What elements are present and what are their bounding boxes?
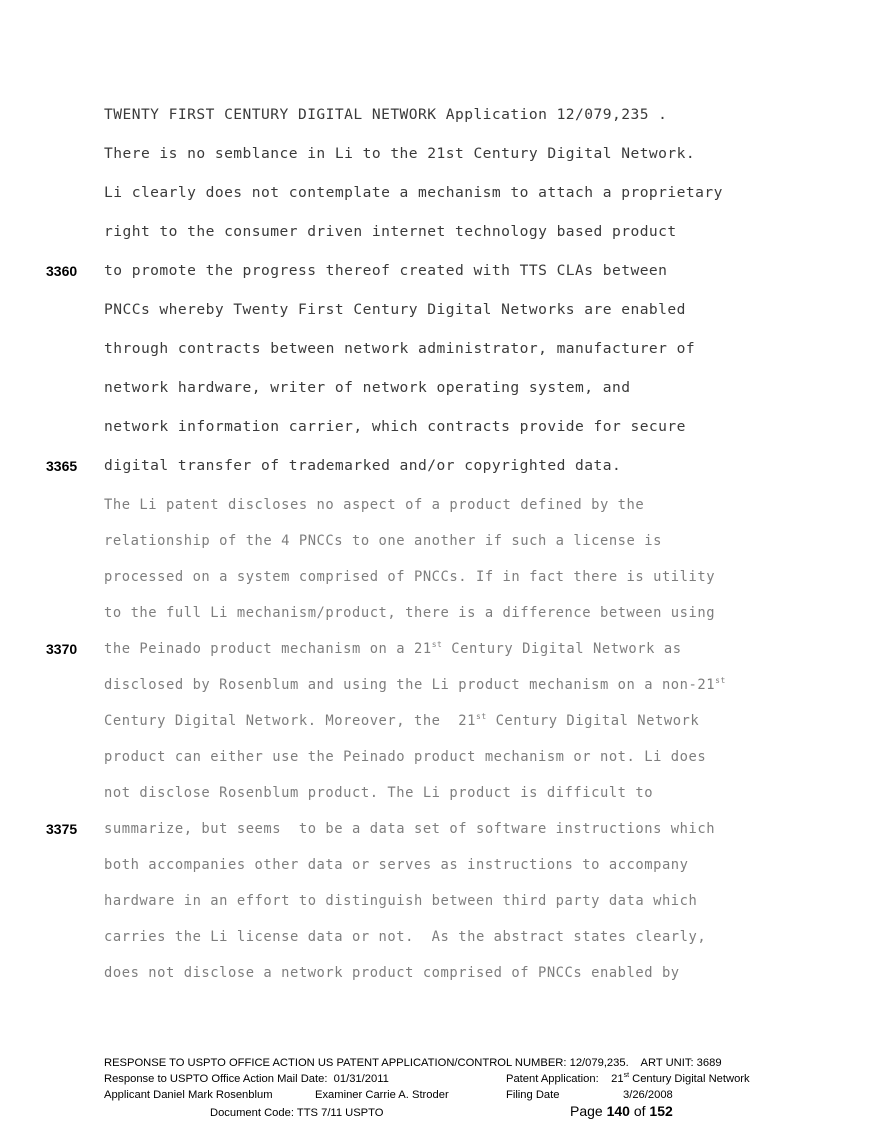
text-segment: Page (570, 1103, 607, 1119)
footer-applicant: Applicant Daniel Mark Rosenblum (104, 1089, 273, 1101)
body-line: to promote the progress thereof created with TTS CLAs between (104, 262, 668, 279)
body-line-light: carries the Li license data or not. As the abstract states clearly, (104, 929, 707, 945)
body-line: Li clearly does not contemplate a mechanism to attach a proprietary (104, 184, 723, 201)
line-number: 3375 (46, 821, 78, 837)
total-pages: 152 (649, 1103, 673, 1119)
page-number (570, 1103, 673, 1121)
body-line: PNCCs whereby Twenty First Century Digital Networks are enabled (104, 301, 686, 318)
superscript: st (431, 640, 443, 649)
body-line-light: does not disclose a network product comprised of PNCCs enabled by (104, 965, 680, 981)
superscript: st (475, 712, 487, 721)
body-line: right to the consumer driven internet technology based product (104, 223, 677, 240)
body-line-light: hardware in an effort to distinguish between third party data which (104, 893, 698, 909)
body-line-light: to the full Li mechanism/product, there is a difference between using (104, 605, 716, 621)
body-line: network information carrier, which contracts provide for secure (104, 418, 686, 435)
body-line: There is no semblance in Li to the 21st Century Digital Network. (104, 145, 696, 162)
body-line-light: product can either use the Peinado product mechanism or not. Li does (104, 749, 707, 765)
footer-examiner: Examiner Carrie A. Stroder (315, 1089, 449, 1101)
body-line-light: both accompanies other data or serves as instructions to accompany (104, 857, 689, 873)
footer-filing-date: 3/26/2008 (623, 1089, 673, 1101)
text-segment: Century Digital Network (486, 713, 700, 729)
footer-mail-date: Response to USPTO Office Action Mail Date: 01/31/2011 (104, 1073, 389, 1085)
body-line-light: processed on a system comprised of PNCCs. If in fact there is utility (104, 569, 716, 585)
superscript: st (623, 1072, 630, 1079)
text-segment: Patent Application: 21 (506, 1073, 624, 1085)
body-line-light: summarize, but seems to be a data set of software instructions which (104, 821, 716, 837)
body-line-light: relationship of the 4 PNCCs to one another if such a license is (104, 533, 662, 549)
body-line-light: not disclose Rosenblum product. The Li product is difficult to (104, 785, 654, 801)
body-line-light (104, 713, 699, 729)
text-segment: Century Digital Network (629, 1073, 750, 1085)
body-line: digital transfer of trademarked and/or copyrighted data. (104, 457, 622, 474)
footer-filing-date-label: Filing Date (506, 1089, 560, 1101)
line-number: 3365 (46, 458, 78, 474)
current-page: 140 (606, 1103, 630, 1119)
text-segment: the Peinado product mechanism on a 21 (104, 641, 432, 657)
superscript: st (715, 676, 726, 685)
body-line-light: The Li patent discloses no aspect of a product defined by the (104, 497, 645, 513)
line-number: 3370 (46, 641, 78, 657)
body-line-light (104, 641, 682, 657)
body-line: through contracts between network administrator, manufacturer of (104, 340, 696, 357)
text-segment: Century Digital Network as (442, 641, 682, 657)
footer-document-code: Document Code: TTS 7/11 USPTO (210, 1107, 384, 1119)
line-number: 3360 (46, 263, 78, 279)
text-segment: disclosed by Rosenblum and using the Li product mechanism on a non-21 (104, 677, 716, 693)
body-line-light (104, 677, 726, 693)
text-segment: Century Digital Network. Moreover, the 21 (104, 713, 476, 729)
body-line: network hardware, writer of network operating system, and (104, 379, 631, 396)
text-segment: of (629, 1103, 650, 1119)
footer-patent-application (506, 1073, 750, 1085)
footer-line-1: RESPONSE TO USPTO OFFICE ACTION US PATENT APPLICATION/CONTROL NUMBER: 12/079,235. ART UNIT: 3689 (104, 1057, 722, 1069)
body-line: TWENTY FIRST CENTURY DIGITAL NETWORK Application 12/079,235 . (104, 106, 668, 123)
